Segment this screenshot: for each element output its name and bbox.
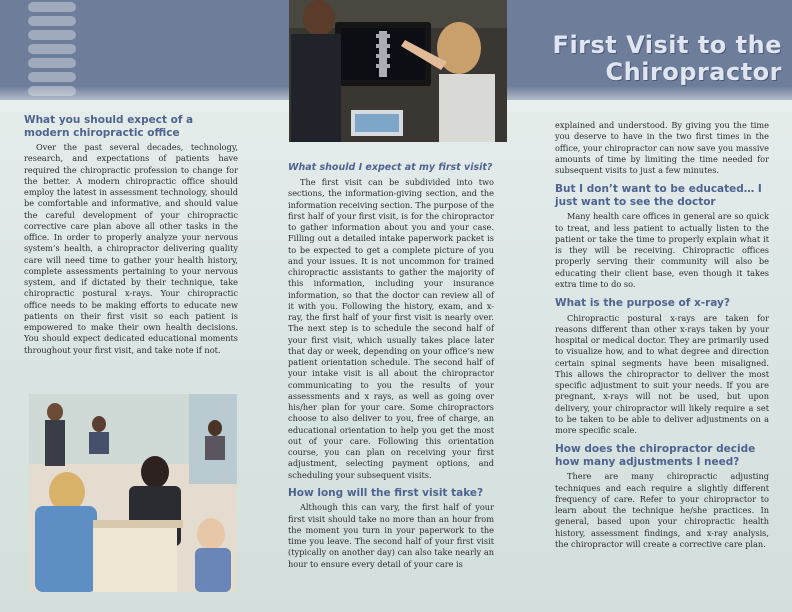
body-how-long: Although this can vary, the first half of your first visit should take no more than an hour from the moment you turn in your paperwork to the time you leave. The second half of your first visit (typically on another day) can also take nearly an hour to ensure every detail of your care is: [288, 502, 494, 569]
body-first-visit: The first visit can be subdivided into two sections, the information-giving section, and the information receiving section. The purpose of the first half of your first visit, is for the chiropractor to gather information about you and your case. Filling out a detailed intake paperwork packet is to be expected to get a complete picture of you and your issues. It is not uncommon for trained chiropractic assistants to gather the majority of this information, including your insurance information, so that the doctor can review all of it with you. Following the history, exam, and x-ray, the first half of your first visit is nearly over. The next step is to schedule the second half of your first visit, which usually takes place later that day or week, depending on your office’s new patient orientation schedule. The second half of your intake visit is all about the chiropractor communicating to you the results of your assessments and x rays, as well as going over his/her plan for your care. Some chiropractors choose to also deliver to you, free of charge, an educational orientation to help you get the most out of your care. Following this orientation course, you can plan on receiving your first adjustment, selecting payment options, and scheduling your subsequent visits.: [288, 177, 494, 480]
column-3: [555, 120, 769, 550]
body-education: Many health care offices in general are so quick to treat, and less patient to actually listen to the patient or take the time to properly explain what it is they will be receiving. Chiropractic offices properly serving their community will also be educating their client base, even though it takes extra time to do so.: [555, 211, 769, 289]
body-continued: explained and understood. By giving you the time you deserve to have in the two first times in the office, your chiropractor can now save you massive amounts of time by limiting the time needed for subsequent visits to just a few minutes.: [555, 120, 769, 175]
heading-modern-office: What you should expect of a modern chiropractic office: [24, 114, 194, 139]
heading-adjustments: How does the chiropractor decide how many adjustments I need?: [555, 443, 756, 468]
heading-xray: What is the purpose of x-ray?: [555, 297, 730, 309]
xray-consultation-photo: [289, 0, 507, 142]
body-modern-office: Over the past several decades, technology, research, and expectations of patients have required the chiropractic profession to change for the better. A modern chiropractic office should employ the latest in assessment technology, should be comfortable and informative, and should value the careful development of your chiropractic corrective care plan above all other tasks in the office. In order to properly analyze your nervous system’s health, a chiropractor delivering quality care will need time to gather your health history, complete assessments pertaining to your nervous system, and if dictated by their technique, take chiropractic postural x-rays. Your chiropractic office needs to be making efforts to educate new patients on their first visit so each patient is empowered to make their own health decisions. You should expect dedicated educational moments throughout your first visit, and take note if not.: [24, 142, 238, 355]
body-adjustments: There are many chiropractic adjusting techniques and each require a slightly different frequency of care. Refer to your chiropractor to learn about the technique he/she practices. In general, based upon your chiropractic health history, assessment findings, and x-ray analysis, the chiropractor will create a corrective care plan.: [555, 471, 769, 549]
heading-education: But I don’t want to be educated… I just want to see the doctor: [555, 183, 762, 208]
body-xray: Chiropractic postural x-rays are taken for reasons different than other x-rays taken by your hospital or medical doctor. They are primarily used to visualize how, and to what degree and direction certain spinal segments have been misaligned. This allows the chiropractor to deliver the most specific adjustment to suit your needs. If you are pregnant, x-rays will not be used, but upon delivery, your chiropractor will likely require a set to be taken to be able to deliver adjustments on a more specific scale.: [555, 312, 769, 435]
heading-how-long: How long will the first visit take?: [288, 486, 484, 499]
spine-graphic: [28, 0, 76, 100]
column-2: [288, 162, 494, 570]
front-desk-photo: [29, 394, 237, 592]
column-1: [24, 114, 238, 356]
page-title: First Visit to the Chiropractor: [552, 31, 782, 86]
heading-first-visit: What should I expect at my first visit?: [288, 162, 493, 173]
